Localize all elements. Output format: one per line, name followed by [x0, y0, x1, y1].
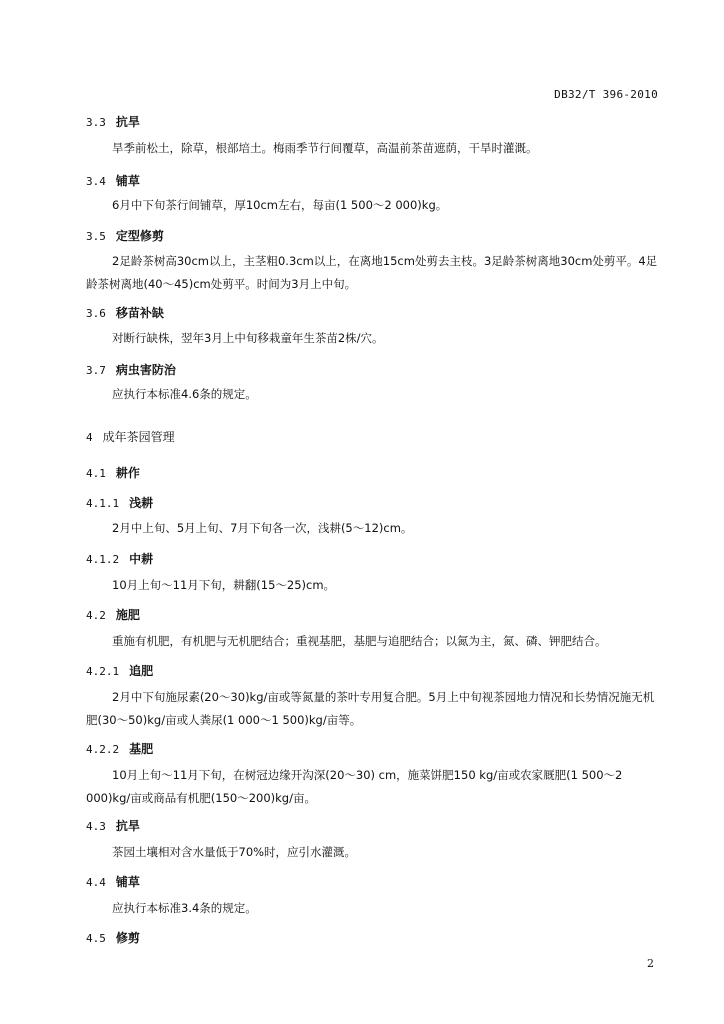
paragraph-3-5: 2足龄茶树高30cm以上，主茎粗0.3cm以上，在离地15cm处剪去主枝。3足龄茶树离地30cm处剪平。4足龄茶树离地(40～45)cm处剪平。时间为3月上中旬。: [86, 254, 658, 291]
section-title: 定型修剪: [115, 229, 164, 243]
section-number: 4.1.2: [86, 553, 120, 566]
section-title: 病虫害防治: [115, 363, 176, 377]
section-heading-4: [86, 428, 175, 445]
section-number: 3.5: [86, 230, 106, 243]
section-title: 移苗补缺: [115, 306, 164, 320]
section-title: 抗旱: [115, 115, 140, 129]
section-title: 修剪: [115, 931, 140, 945]
section-title: 铺草: [115, 174, 140, 188]
section-number: 3.7: [86, 364, 106, 377]
section-title: 中耕: [129, 552, 154, 566]
section-title: 基肥: [129, 742, 154, 756]
paragraph-4-2: 重施有机肥，有机肥与无机肥结合；重视基肥，基肥与追肥结合；以氮为主，氮、磷、钾肥结合。: [112, 634, 607, 648]
section-heading-4-2-2: [86, 740, 153, 757]
section-heading-3-7: [86, 361, 176, 378]
section-heading-3-4: [86, 172, 140, 189]
section-number: 4.2.1: [86, 665, 120, 678]
document-code: DB32/T 396-2010: [554, 88, 658, 101]
paragraph-3-6: 对断行缺株，翌年3月上中旬移栽童年生茶苗2株/穴。: [112, 331, 384, 345]
section-title: 追肥: [129, 664, 154, 678]
paragraph-4-4: 应执行本标准3.4条的规定。: [112, 901, 257, 915]
paragraph-4-2-2: 10月上旬～11月下旬，在树冠边缘开沟深(20～30) cm，施菜饼肥150 kg/亩或农家厩肥(1 500～2 000)kg/亩或商品有机肥(150～200)kg/亩。: [86, 768, 627, 805]
section-title: 耕作: [115, 466, 140, 480]
paragraph-3-7: 应执行本标准4.6条的规定。: [112, 387, 257, 401]
section-heading-4-5: [86, 929, 140, 946]
section-heading-4-2-1: [86, 662, 153, 679]
section-number: 4.1.1: [86, 497, 120, 510]
section-heading-3-6: [86, 304, 164, 321]
section-heading-4-1-1: [86, 494, 153, 511]
paragraph-4-1-2: 10月上旬～11月下旬，耕翻(15～25)cm。: [112, 578, 336, 592]
paragraph-3-3: 旱季前松土，除草，根部培土。梅雨季节行间覆草，高温前茶苗遮荫，干旱时灌溉。: [112, 141, 538, 155]
section-number: 3.4: [86, 175, 106, 188]
section-heading-3-3: [86, 113, 140, 130]
paragraph-4-3: 茶园土壤相对含水量低于70%时，应引水灌溉。: [112, 845, 357, 859]
section-heading-4-1-2: [86, 550, 153, 567]
section-number: 4.1: [86, 467, 106, 480]
paragraph-4-1-1: 2月中上旬、5月上旬、7月下旬各一次，浅耕(5～12)cm。: [112, 521, 413, 535]
section-number: 4: [86, 431, 93, 444]
section-title: 施肥: [115, 608, 140, 622]
paragraph-3-4: 6月中下旬茶行间铺草，厚10cm左右，每亩(1 500～2 000)kg。: [112, 198, 448, 212]
section-number: 4.5: [86, 932, 106, 945]
section-title: 抗旱: [115, 819, 140, 833]
section-number: 3.3: [86, 116, 106, 129]
section-heading-4-4: [86, 873, 140, 890]
section-number: 4.4: [86, 876, 106, 889]
section-heading-4-3: [86, 817, 140, 834]
section-title: 成年茶园管理: [102, 430, 175, 444]
section-number: 4.2: [86, 609, 106, 622]
section-title: 浅耕: [129, 496, 154, 510]
section-heading-3-5: [86, 227, 164, 244]
section-title: 铺草: [115, 875, 140, 889]
page-number: 2: [647, 957, 654, 970]
section-heading-4-1: [86, 464, 140, 481]
section-number: 4.2.2: [86, 743, 120, 756]
section-number: 4.3: [86, 820, 106, 833]
paragraph-4-2-1: 2月中下旬施尿素(20～30)kg/亩或等氮量的茶叶专用复合肥。5月上中旬视茶园地力情况和长势情况施无机肥(30～50)kg/亩或人粪尿(1 000～1 500)kg/亩等。: [86, 690, 655, 727]
section-number: 3.6: [86, 307, 106, 320]
section-heading-4-2: [86, 606, 140, 623]
